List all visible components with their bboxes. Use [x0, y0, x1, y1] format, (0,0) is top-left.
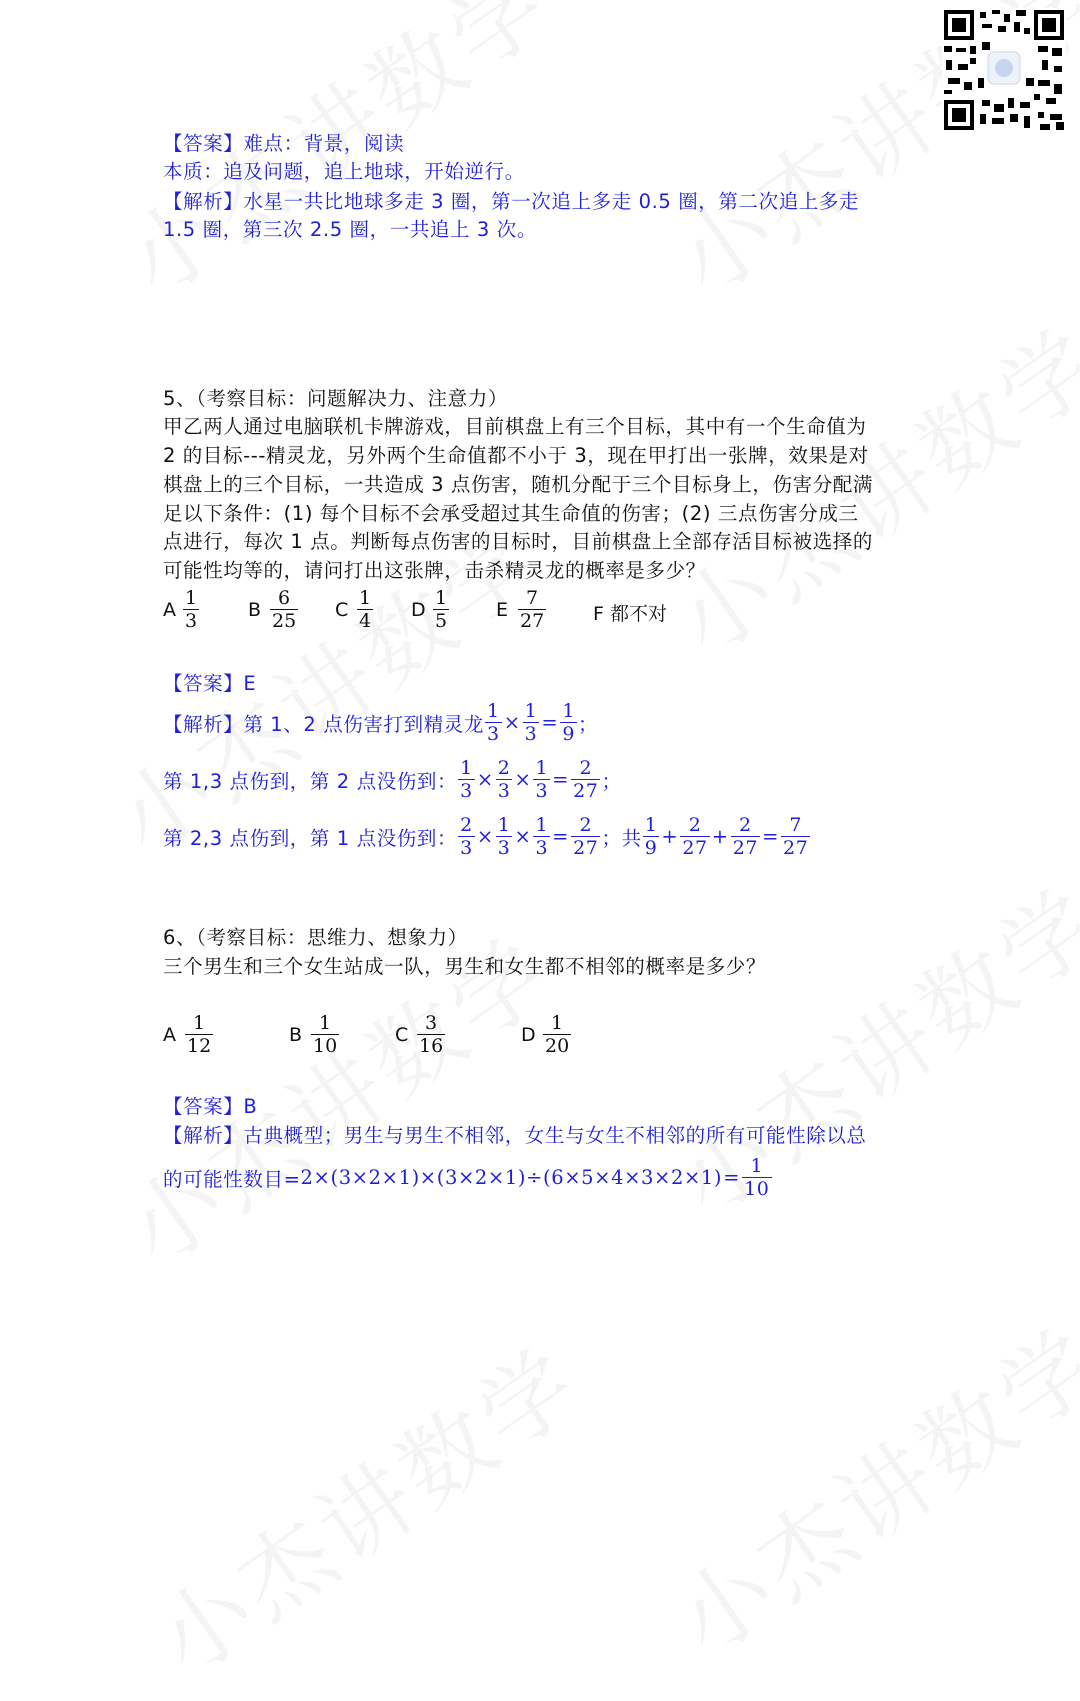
- option-fraction: $\frac{1}{10}$: [313, 1012, 338, 1057]
- watermark: [126, 1311, 603, 1700]
- option-letter: B: [289, 1024, 303, 1046]
- watermark: [646, 1291, 1080, 1680]
- q5-option-e: [496, 587, 547, 632]
- option-letter: B: [248, 599, 262, 621]
- q5-body-line: 足以下条件：(1) 每个目标不会承受超过其生命值的伤害；(2) 三点伤害分成三: [163, 502, 859, 525]
- option-fraction: $\frac{6}{25}$: [272, 587, 297, 632]
- q5-answer: 【答案】E: [163, 672, 257, 695]
- answer-essence: 本质：追及问题，追上地球，开始逆行。: [163, 160, 525, 183]
- solution-text: 第 2,3 点伤到，第 1 点没伤到：: [163, 826, 458, 850]
- q5-option-f: F 都不对: [593, 603, 667, 625]
- option-fraction: $\frac{1}{12}$: [187, 1012, 212, 1057]
- q5-body-line: 2 的目标---精灵龙，另外两个生命值都不小于 3，现在甲打出一张牌，效果是对: [163, 444, 869, 467]
- answer-line: 【答案】难点：背景，阅读: [163, 132, 405, 155]
- option-letter: C: [395, 1024, 409, 1046]
- q5-solution-line3: 第 2,3 点伤到，第 1 点没伤到： $\frac{2}{3}$ × $\frac{1}{3}$ × $\frac{1}{3}$ = $\frac{2}{27}$ ；共 $\frac{1}{9}$ + $\frac{2}{27}$ + $\frac{2}{27}$ = $\frac{7}{27}$: [163, 814, 809, 859]
- solution-text: 第 1,3 点伤到，第 2 点没伤到：: [163, 769, 458, 793]
- option-letter: D: [521, 1024, 536, 1046]
- solution-line: 【解析】水星一共比地球多走 3 圈，第一次追上多走 0.5 圈，第二次追上多走: [163, 190, 860, 213]
- q5-option-d: [411, 587, 450, 632]
- option-letter: A: [163, 599, 176, 621]
- option-fraction: $\frac{1}{3}$: [185, 587, 198, 632]
- option-fraction: $\frac{1}{5}$: [435, 587, 448, 632]
- q6-solution-line1: 【解析】古典概型；男生与男生不相邻，女生与女生不相邻的所有可能性除以总: [163, 1124, 867, 1147]
- option-letter: E: [496, 599, 509, 621]
- q6-option-c: [395, 1012, 446, 1057]
- q5-solution-line2: 第 1,3 点伤到，第 2 点没伤到： $\frac{1}{3}$ × $\frac{2}{3}$ × $\frac{1}{3}$ = $\frac{2}{27}$ ；: [163, 757, 622, 802]
- q5-body-line: 可能性均等的，请问打出这张牌，击杀精灵龙的概率是多少？: [163, 559, 706, 582]
- solution-text: 的可能性数目=: [163, 1167, 301, 1191]
- q5-heading: 5、（考察目标：问题解决力、注意力）: [163, 387, 508, 410]
- option-fraction: $\frac{3}{16}$: [419, 1012, 444, 1057]
- q5-option-b: [248, 587, 299, 632]
- option-fraction: $\frac{7}{27}$: [520, 587, 545, 632]
- q6-heading: 6、（考察目标：思维力、想象力）: [163, 926, 468, 949]
- q5-body-line: 棋盘上的三个目标，一共造成 3 点伤害，随机分配于三个目标身上，伤害分配满: [163, 473, 874, 496]
- q6-option-a: [163, 1012, 214, 1057]
- q5-option-c: [335, 587, 374, 632]
- q6-solution-line2: 的可能性数目= 2×(3×2×1)×(3×2×1)÷(6×5×4×3×2×1) = $\frac{1}{10}$: [163, 1155, 770, 1200]
- q6-body-line: 三个男生和三个女生站成一队，男生和女生都不相邻的概率是多少？: [163, 955, 767, 978]
- option-letter: C: [335, 599, 349, 621]
- q5-solution-line1: 【解析】第 1、2 点伤害打到精灵龙 $\frac{1}{3}$ × $\frac{1}{3}$ = $\frac{1}{9}$ ；: [163, 700, 599, 745]
- q5-body-line: 甲乙两人通过电脑联机卡牌游戏，目前棋盘上有三个目标，其中有一个生命值为: [163, 415, 867, 438]
- qr-code: [942, 8, 1066, 132]
- option-fraction: $\frac{1}{20}$: [545, 1012, 570, 1057]
- q6-option-d: [521, 1012, 572, 1057]
- q5-body-line: 点进行，每次 1 点。判断每点伤害的目标时，目前棋盘上全部存活目标被选择的: [163, 530, 874, 553]
- option-letter: A: [163, 1024, 176, 1046]
- q5-option-a: [163, 587, 200, 632]
- option-fraction: $\frac{1}{4}$: [359, 587, 372, 632]
- solution-fraction: $\frac{1}{10}$: [744, 1155, 770, 1200]
- option-letter: D: [411, 599, 426, 621]
- solution-expression: 2×(3×2×1)×(3×2×1)÷(6×5×4×3×2×1): [300, 1166, 723, 1189]
- q6-answer: 【答案】B: [163, 1095, 258, 1118]
- solution-text: 【解析】第 1、2 点伤害打到精灵龙: [163, 712, 485, 736]
- solution-line: 1.5 圈，第三次 2.5 圈，一共追上 3 次。: [163, 218, 537, 241]
- q6-option-b: [289, 1012, 340, 1057]
